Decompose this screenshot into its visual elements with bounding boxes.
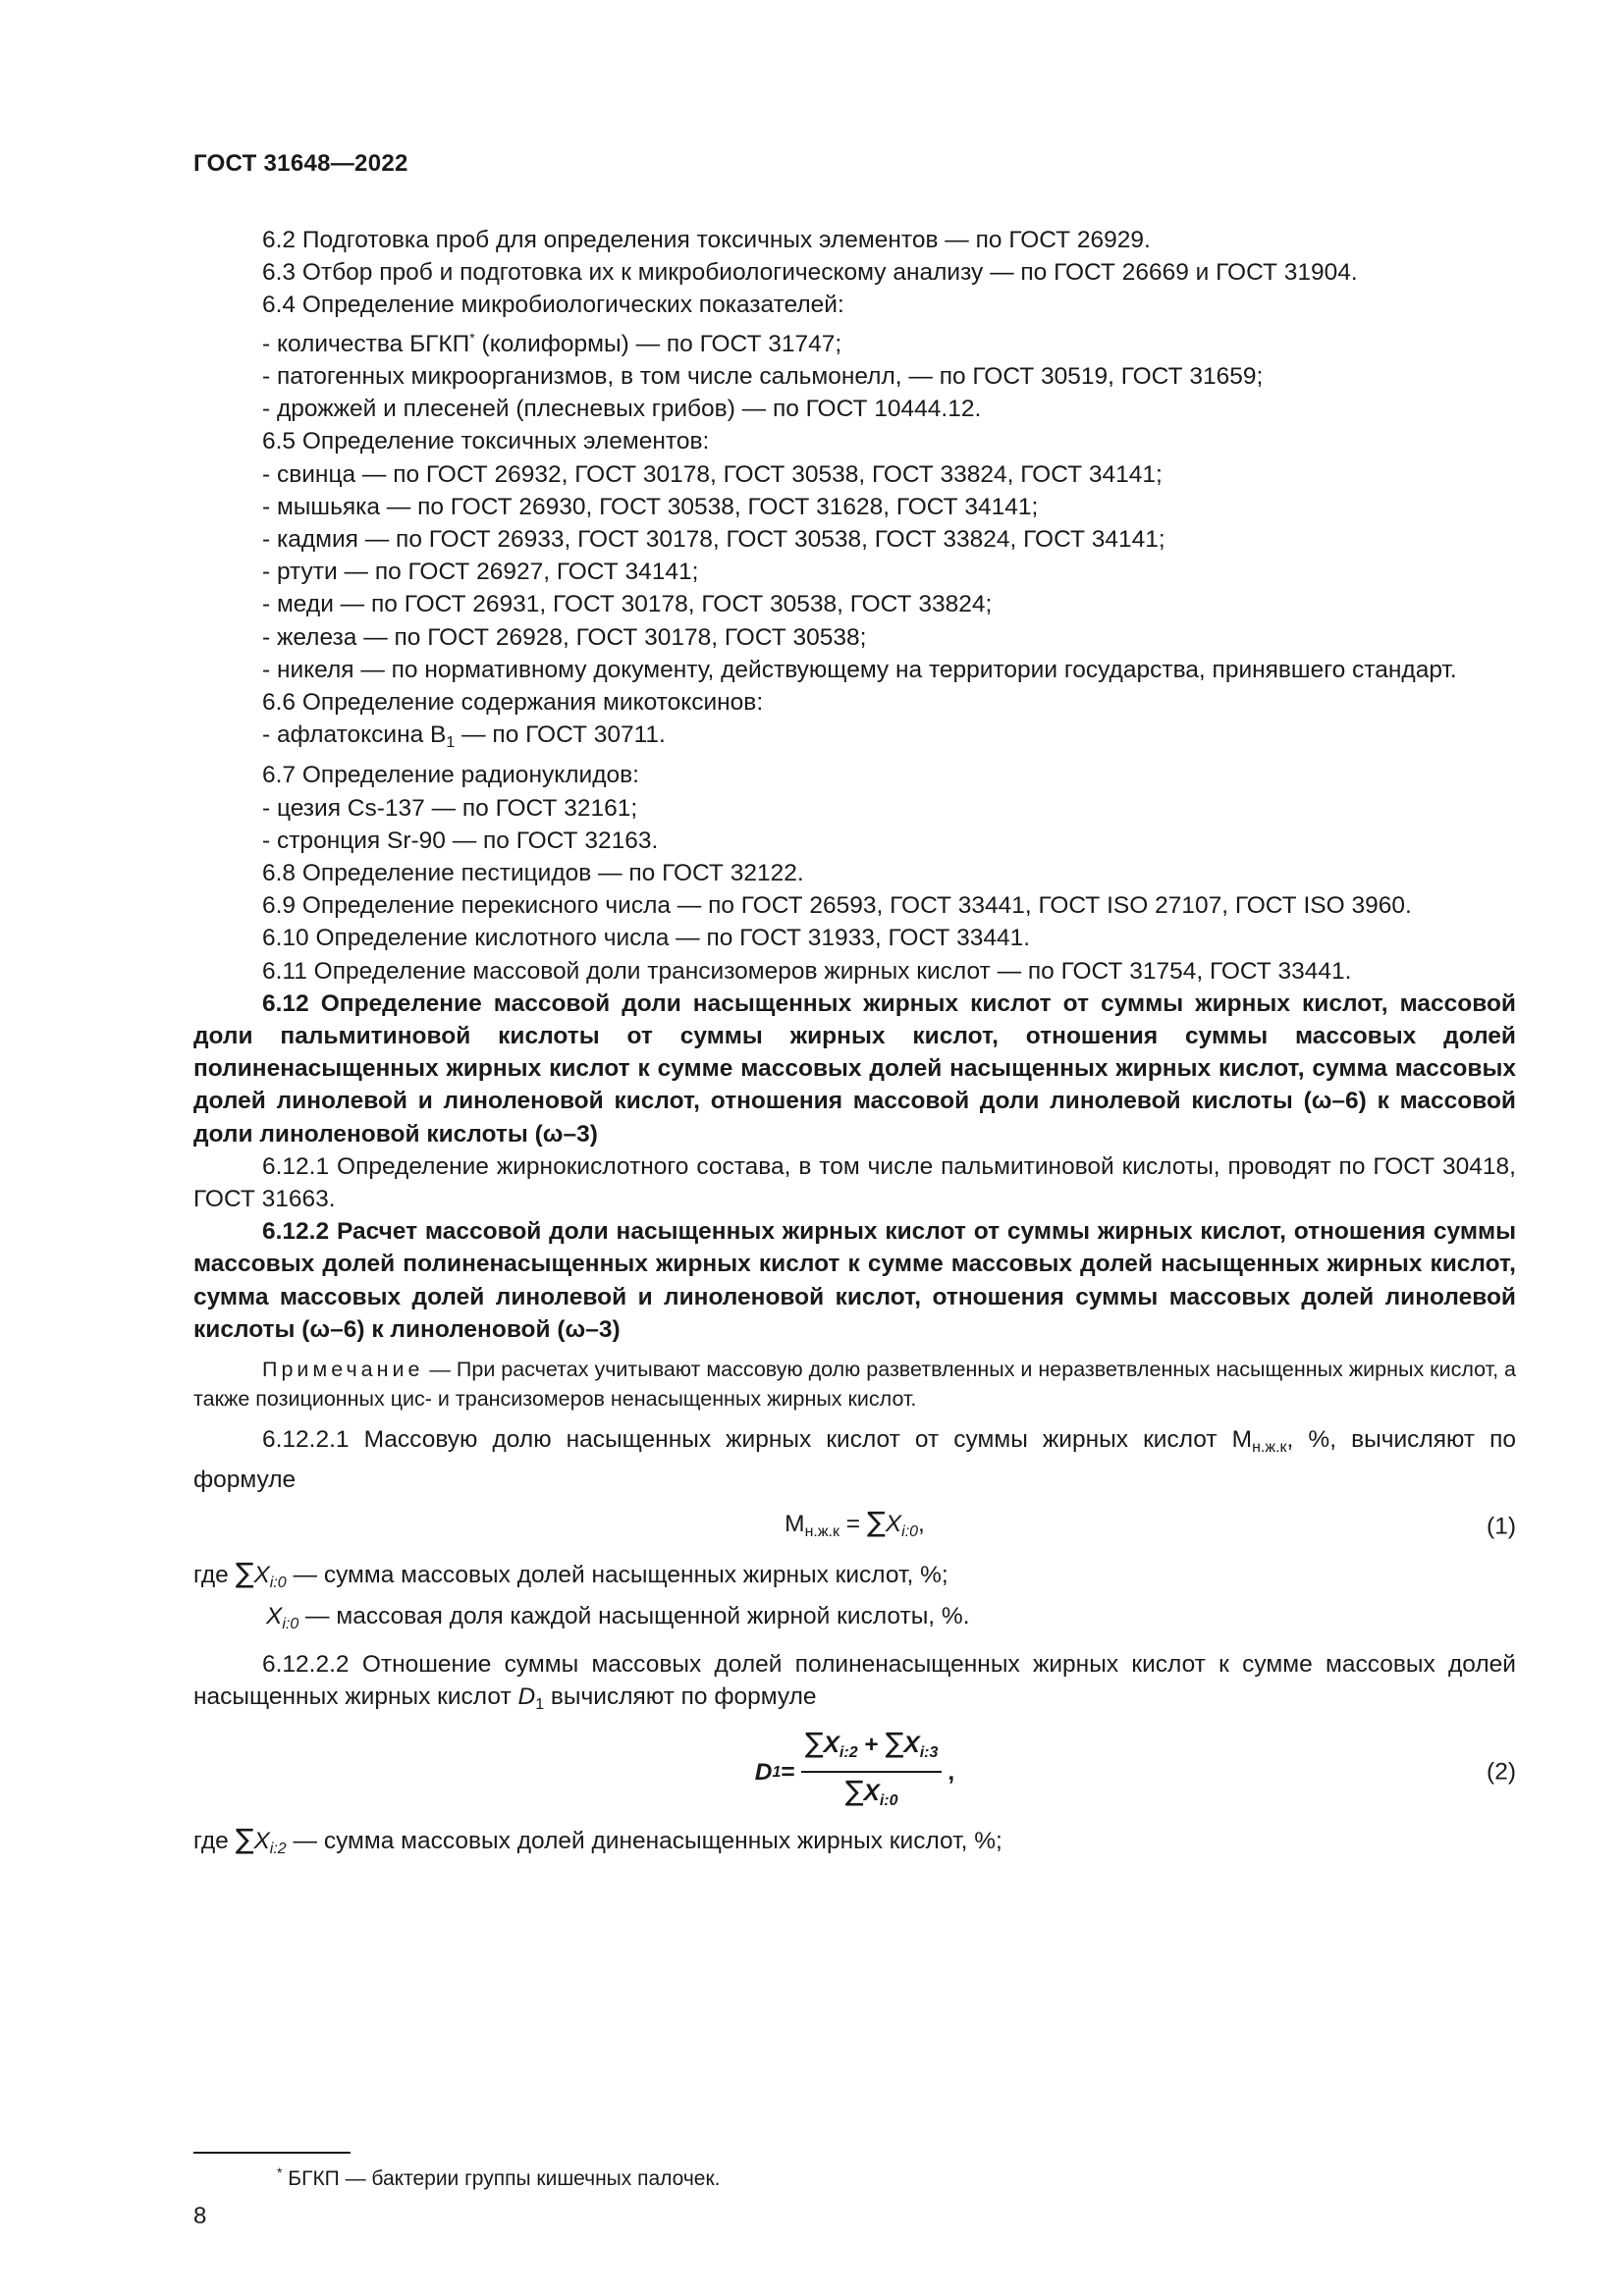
list-item: - мышьяка — по ГОСТ 26930, ГОСТ 30538, ГОСТ 31628, ГОСТ 34141; [262,493,1039,520]
list-item: - никеля — по нормативному документу, действующему на территории государства, принявшего стандарт. [262,656,1457,683]
sum-symbol: ∑ [235,1557,254,1590]
formula-2-expression: D 1 = $\frac{\sum X_{i:2} + \sum X_{i:3}}{\sum X_{i:0}}$ , [755,1727,954,1817]
list-item: - дрожжей и плесеней (плесневых грибов) — по ГОСТ 10444.12. [262,396,982,423]
sum-symbol: ∑ [885,1727,904,1760]
document-body [193,224,1516,1865]
clause-6-12-heading: 6.12 Определение массовой доли насыщенных жирных кислот от суммы жирных кислот, массовой доли пальмитиновой кислоты от суммы жирных кислот, отношения суммы массовых долей полиненасыщенных жирных кислот к сумме массовых долей насыщенных жирных кислот, сумма массовых долей линолевой и линоленовой кислот, отношения массовой доли линолевой кислоты (ω–6) к массовой доли линоленовой кислоты (ω–3) [193,989,1516,1148]
clause-6-10: 6.10 Определение кислотного числа — по ГОСТ 31933, ГОСТ 33441. [262,925,1031,952]
clause-6-6: 6.6 Определение содержания микотоксинов: [262,689,764,716]
formula-2 [193,1721,1516,1823]
clause-6-12-2-2: 6.12.2.2 Отношение суммы массовых долей полиненасыщенных жирных кислот к сумме массовых долей насыщенных жирных кислот $D_1$ вычисляют по формуле [193,1650,1516,1714]
fraction-denominator: $\sum X_{i:0}$ [844,1775,898,1810]
footnote-separator [193,2152,351,2154]
document-header: ГОСТ 31648—2022 [193,150,408,177]
clause-6-7: 6.7 Определение радионуклидов: [262,762,639,789]
clause-6-12-1: 6.12.1 Определение жирнокислотного состава, в том числе пальмитиновой кислоты, проводят по ГОСТ 30418, ГОСТ 31663. [193,1152,1516,1213]
list-item: - количества БГКП* (колиформы) — по ГОСТ 31747; [262,329,842,357]
clause-6-11: 6.11 Определение массовой доли трансизомеров жирных кислот — по ГОСТ 31754, ГОСТ 33441. [262,957,1352,985]
formula-number: (2) [1487,1758,1516,1786]
list-item: - патогенных микроорганизмов, в том числе сальмонелл, — по ГОСТ 30519, ГОСТ 31659; [262,362,1264,390]
list-item: - стронция Sr-90 — по ГОСТ 32163. [262,827,659,854]
note-label: Примечание [262,1358,424,1382]
list-item: - ртути — по ГОСТ 26927, ГОСТ 34141; [262,559,699,586]
note [193,1355,1516,1414]
formula-number: (1) [1487,1513,1516,1540]
sum-symbol: ∑ [235,1823,254,1856]
formula-1-where-a: где $\sum X_{i:0}$ — сумма массовых долей насыщенных жирных кислот, %; [193,1557,948,1592]
clause-6-2: 6.2 Подготовка проб для определения токсичных элементов — по ГОСТ 26929. [262,227,1151,253]
formula-1 [193,1496,1516,1557]
clause-6-8: 6.8 Определение пестицидов — по ГОСТ 32122. [262,860,804,887]
list-item: - цезия Cs-137 — по ГОСТ 32161; [262,794,638,822]
list-item: - кадмия — по ГОСТ 26933, ГОСТ 30178, ГОСТ 30538, ГОСТ 33824, ГОСТ 34141; [262,525,1165,553]
clause-6-5: 6.5 Определение токсичных элементов: [262,428,710,455]
formula-2-where-a: где $\sum X_{i:2}$ — сумма массовых долей диненасыщенных жирных кислот, %; [193,1823,1002,1858]
fraction [801,1727,943,1817]
list-item: - афлатоксина $B_1$ — по ГОСТ 30711. [262,721,666,752]
list-item: - меди — по ГОСТ 26931, ГОСТ 30178, ГОСТ 30538, ГОСТ 33824; [262,591,993,618]
clause-6-3: 6.3 Отбор проб и подготовка их к микробиологическому анализу — по ГОСТ 26669 и ГОСТ 31904. [262,259,1358,287]
sum-symbol: ∑ [844,1775,864,1808]
clause-6-4: 6.4 Определение микробиологических показателей: [262,292,844,319]
note-text: — При расчетах учитывают массовую долю разветвленных и неразветвленных насыщенных жирных кислот, а также позиционных цис- и трансизомеров ненасыщенных жирных кислот. [193,1358,1516,1412]
clause-6-9: 6.9 Определение перекисного числа — по ГОСТ 26593, ГОСТ 33441, ГОСТ ISO 27107, ГОСТ ISO 3960. [262,892,1412,920]
sum-symbol: ∑ [866,1505,886,1538]
formula-1-where-b: $X_{i:0}$ — массовая доля каждой насыщенной жирной кислоты, %. [266,1602,970,1632]
list-item: - железа — по ГОСТ 26928, ГОСТ 30178, ГОСТ 30538; [262,623,867,651]
sum-symbol: ∑ [804,1727,824,1760]
clause-6-12-2-1: 6.12.2.1 Массовую долю насыщенных жирных кислот от суммы жирных кислот $M_{н.ж.к}$, %, вычисляют по формуле [193,1426,1516,1494]
list-item: - свинца — по ГОСТ 26932, ГОСТ 30178, ГОСТ 30538, ГОСТ 33824, ГОСТ 34141; [262,460,1163,488]
footnote: * БГКП — бактерии группы кишечных палочек. [277,2164,721,2190]
formula-1-expression: $M_{н.ж.к} = \sum X_{i:0}$, [785,1505,925,1540]
fraction-numerator: $\sum X_{i:2} + \sum X_{i:3}$ [801,1727,943,1773]
clause-6-12-2-heading: 6.12.2 Расчет массовой доли насыщенных жирных кислот от суммы жирных кислот, отношения суммы массовых долей полиненасыщенных жирных кислот к сумме массовых долей насыщенных жирных кислот, сумма массовых долей линолевой и линоленовой кислот, отношения суммы массовых долей линолевой кислоты (ω–6) к линоленовой (ω–3) [193,1218,1516,1343]
page-number: 8 [193,2203,207,2229]
